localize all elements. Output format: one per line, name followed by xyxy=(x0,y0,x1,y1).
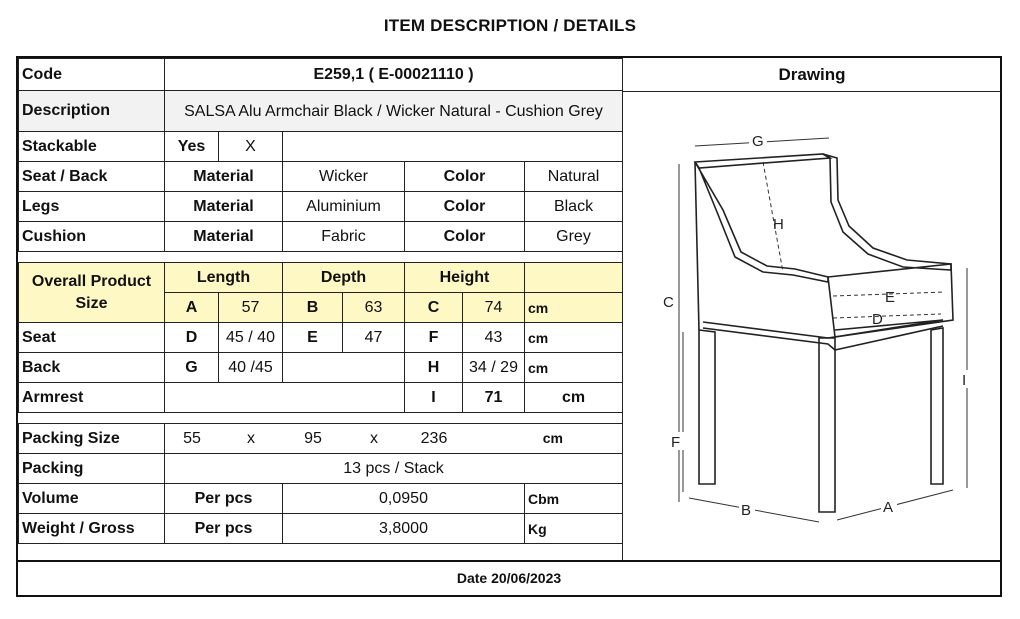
front-left-leg xyxy=(819,338,835,512)
dim-value-d: 45 / 40 xyxy=(219,323,283,353)
row-volume xyxy=(19,484,623,514)
dim-letter-h: H xyxy=(405,353,463,383)
row-weight xyxy=(19,514,623,544)
dim-value-a: 57 xyxy=(219,293,283,323)
code-value: E259,1 ( E-00021110 ) xyxy=(165,59,623,91)
unit-label: cm xyxy=(525,383,623,413)
seat-label: Seat xyxy=(19,323,165,353)
back-left-edge xyxy=(695,162,828,282)
dim-letter-f: F xyxy=(405,323,463,353)
dim-value-c: 74 xyxy=(463,293,525,323)
volume-label: Volume xyxy=(19,484,165,514)
letter-e: E xyxy=(885,289,896,306)
packing-height: 236 xyxy=(420,429,448,447)
packing-depth: 95 xyxy=(304,429,322,447)
row-packing-size xyxy=(19,424,623,454)
color-value: Grey xyxy=(525,222,623,252)
packing-x1: x xyxy=(247,429,255,447)
row-back xyxy=(19,353,623,383)
row-code xyxy=(19,59,623,91)
top-rail xyxy=(695,154,830,168)
armrest-label: Armrest xyxy=(19,383,165,413)
seat-back-label: Seat / Back xyxy=(19,162,165,192)
back-label: Back xyxy=(19,353,165,383)
height-header: Height xyxy=(405,263,525,293)
overall-head-empty xyxy=(525,263,623,293)
code-label: Code xyxy=(19,59,165,91)
letter-b: B xyxy=(741,502,752,519)
packing-size-values xyxy=(165,424,623,454)
chair-drawing xyxy=(622,92,1001,562)
chair-outline xyxy=(695,154,953,512)
dim-value-f: 43 xyxy=(463,323,525,353)
row-overall-head xyxy=(19,263,623,293)
seat-frame xyxy=(703,320,943,338)
volume-per: Per pcs xyxy=(165,484,283,514)
page-title: ITEM DESCRIPTION / DETAILS xyxy=(383,16,637,35)
dim-letter-e: E xyxy=(283,323,343,353)
dim-letter-g: G xyxy=(165,353,219,383)
packing-value: 13 pcs / Stack xyxy=(165,454,623,484)
stackable-answer: Yes xyxy=(165,132,219,162)
packing-width: 55 xyxy=(183,429,201,447)
material-label: Material xyxy=(165,162,283,192)
dim-value-b: 63 xyxy=(343,293,405,323)
color-label: Color xyxy=(405,192,525,222)
description-label: Description xyxy=(19,91,165,132)
packing-x2: x xyxy=(370,429,378,447)
packing-label: Packing xyxy=(19,454,165,484)
packing-size-label: Packing Size xyxy=(19,424,165,454)
spec-sheet xyxy=(16,56,1002,597)
dim-letter-a: A xyxy=(165,293,219,323)
weight-unit: Kg xyxy=(525,514,623,544)
back-empty xyxy=(283,353,405,383)
volume-unit: Cbm xyxy=(525,484,623,514)
drawing-header: Drawing xyxy=(622,58,1001,92)
material-label: Material xyxy=(165,222,283,252)
spacer-row xyxy=(19,413,623,424)
letter-i: I xyxy=(962,372,967,389)
legs-label: Legs xyxy=(19,192,165,222)
stackable-empty xyxy=(283,132,623,162)
weight-value: 3,8000 xyxy=(283,514,525,544)
stackable-mark: X xyxy=(219,132,283,162)
row-legs xyxy=(19,192,623,222)
front-right-leg xyxy=(931,328,943,484)
row-cushion xyxy=(19,222,623,252)
dim-value-h: 34 / 29 xyxy=(463,353,525,383)
row-armrest xyxy=(19,383,623,413)
material-value: Aluminium xyxy=(283,192,405,222)
dim-letter-b: B xyxy=(283,293,343,323)
description-value: SALSA Alu Armchair Black / Wicker Natural - Cushion Grey xyxy=(165,91,623,132)
row-description xyxy=(19,91,623,132)
dim-value-e: 47 xyxy=(343,323,405,353)
letter-d: D xyxy=(872,311,883,328)
packing-unit: cm xyxy=(542,429,563,446)
weight-label: Weight / Gross xyxy=(19,514,165,544)
dim-letter-i: I xyxy=(405,383,463,413)
armrest-empty xyxy=(165,383,405,413)
color-value: Black xyxy=(525,192,623,222)
letter-g: G xyxy=(752,133,764,150)
right-arm xyxy=(823,154,951,270)
dim-letter-d: D xyxy=(165,323,219,353)
material-value: Wicker xyxy=(283,162,405,192)
dimension-lines xyxy=(763,162,945,318)
volume-value: 0,0950 xyxy=(283,484,525,514)
spec-table xyxy=(18,58,623,544)
material-label: Material xyxy=(165,192,283,222)
back-left-leg xyxy=(699,330,715,484)
row-packing xyxy=(19,454,623,484)
row-seat xyxy=(19,323,623,353)
depth-header: Depth xyxy=(283,263,405,293)
date-footer: Date 20/06/2023 xyxy=(18,560,1000,595)
stackable-label: Stackable xyxy=(19,132,165,162)
spacer-row xyxy=(19,252,623,263)
back-upright xyxy=(695,162,699,330)
cushion-label: Cushion xyxy=(19,222,165,252)
weight-per: Per pcs xyxy=(165,514,283,544)
letter-h: H xyxy=(773,216,784,233)
unit-label: cm xyxy=(525,323,623,353)
color-label: Color xyxy=(405,222,525,252)
overall-size-label: Overall Product Size xyxy=(19,263,165,323)
unit-label: cm xyxy=(525,353,623,383)
letter-c: C xyxy=(663,294,674,311)
dim-value-g: 40 /45 xyxy=(219,353,283,383)
dim-line-d xyxy=(833,314,941,318)
unit-label: cm xyxy=(525,293,623,323)
color-value: Natural xyxy=(525,162,623,192)
length-header: Length xyxy=(165,263,283,293)
row-seat-back xyxy=(19,162,623,192)
material-value: Fabric xyxy=(283,222,405,252)
dim-letter-c: C xyxy=(405,293,463,323)
color-label: Color xyxy=(405,162,525,192)
letter-f: F xyxy=(671,434,681,451)
dim-value-i: 71 xyxy=(463,383,525,413)
row-stackable xyxy=(19,132,623,162)
letter-a: A xyxy=(883,499,894,516)
chair-diagram xyxy=(623,92,1001,562)
